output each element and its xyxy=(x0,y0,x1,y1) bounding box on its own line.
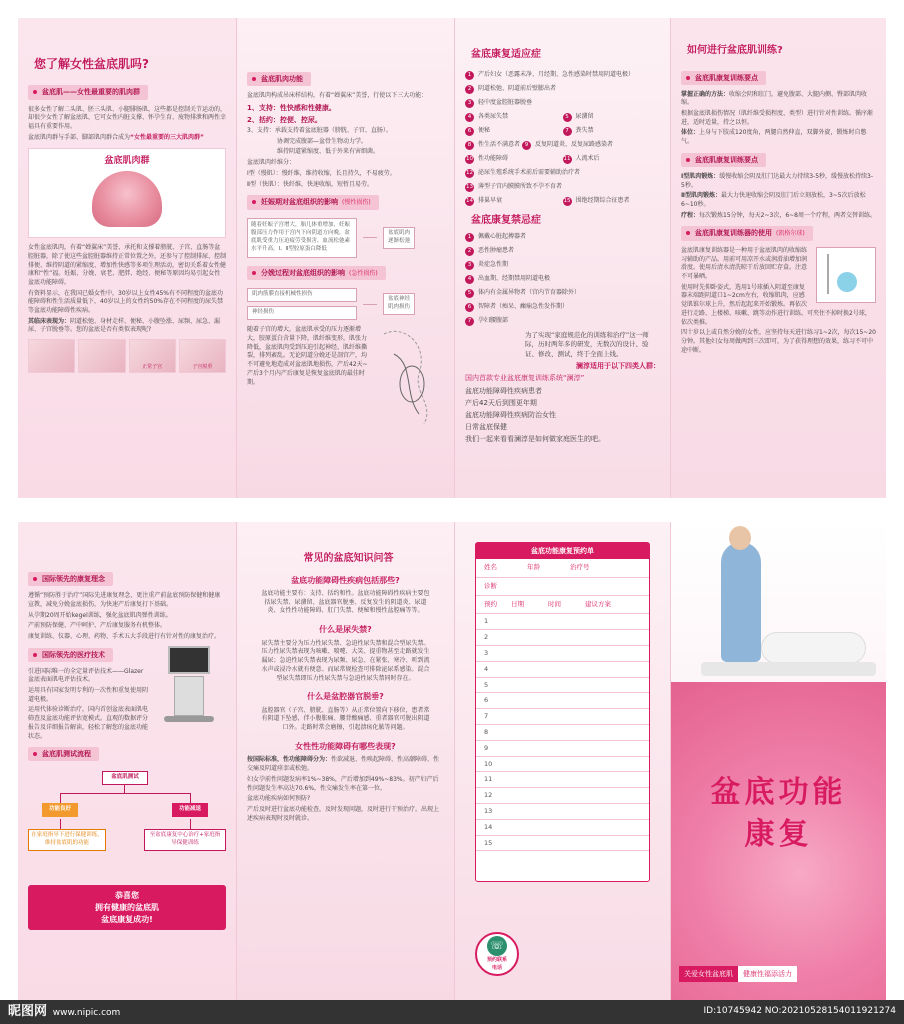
cover-slogan: 关爱女性盆底肌 健康性福添活力 xyxy=(679,966,878,982)
pelvic-muscle-image xyxy=(28,148,226,238)
panel-pelvic-muscle-intro xyxy=(18,18,236,498)
suit-title: 澜淳适用于以下四类人群： xyxy=(576,362,660,371)
summary-text: 为了实现“家庭规范化的训练和治疗”这一师际，历时两年多的研发，无数次的设计、验证、修改、测试，终于全面上线。 xyxy=(525,331,649,358)
form-row[interactable]: 13 xyxy=(476,804,649,820)
form-row[interactable]: 15 xyxy=(476,836,649,852)
indication-item: 1 产后妇女（恶露未净、月经期、急性感染时禁用阴道电极） xyxy=(465,71,660,80)
func-3c: 维持阴道紧缩度、低于外来有害细菌。 xyxy=(277,148,380,156)
flow-weak-result: 至盆底康复中心治疗+家庭指导保健训练 xyxy=(144,829,226,851)
patient-figure-icon xyxy=(761,632,866,664)
col-appointment: 预约 xyxy=(484,599,497,608)
tech-c2: 运用具有国家发明专利的一次性和重复使用阴道电极。 xyxy=(28,687,149,703)
form-diagnosis-row xyxy=(476,578,649,596)
col-date: 日期 xyxy=(511,599,524,608)
form-row[interactable]: 14 xyxy=(476,820,649,836)
fiber-classify: 盆底肌肉纤维分： xyxy=(247,159,296,167)
concept-b1: 遵循“预防胜于治疗”国际先进康复理念，更注重产前盆底预防保健和健康宣教，减免分娩盆底损伤，为快速产后康复打下基础。 xyxy=(28,592,221,608)
panel1-tag: 盆底肌——女性最重要的肌肉群 xyxy=(28,85,148,99)
flow-test-box: 盆底肌测试 xyxy=(102,771,148,785)
indication-item: 6 便秘 7 粪失禁 xyxy=(465,127,660,136)
qa-q2: 什么是尿失禁? xyxy=(319,625,372,635)
training-title: 如何进行盆底肌训练? xyxy=(687,45,783,56)
training-tag1: 盆底肌康复训练要点 xyxy=(681,71,766,85)
phone-icon: ☏ xyxy=(487,936,507,956)
indication-item: 2 阴道松弛、阴道前后壁膨出者 xyxy=(465,85,660,94)
flow-tag: 盆底肌测试流程 xyxy=(28,747,99,761)
contraindications-title: 盆底康复禁忌症 xyxy=(471,214,541,226)
tech-tag: 国际领先的医疗技术 xyxy=(28,648,113,662)
form-row[interactable]: 2 xyxy=(476,630,649,646)
training-t2: Ⅱ型肌肉锻炼：最大力快速收缩会阴及肛门后立刻放松，3~5次后放松6~10秒。 xyxy=(681,192,866,208)
func-1: 1、支持：性快感和性健康。 xyxy=(247,103,336,112)
suit-intro: 国内首款专业盆底康复训练系统“澜淳” xyxy=(465,374,585,383)
pregnancy-result: 盆底肌肉 逐渐松弛 xyxy=(383,227,415,249)
qa-a2: 尿失禁主要分为压力性尿失禁、急迫性尿失禁和混合型尿失禁。压力性尿失禁表现为咳嗽、喷嚏、大笑、提重物甚至走路就发生漏尿；急迫性尿失禁表现为尿频、尿急、在紧张、寒冷、听到流水声或浸冷水就有便意。而尿常规检查可排除泌尿系感染。混合型尿失禁即压力性尿失禁与急迫性尿失禁同时存在。 xyxy=(261,639,430,682)
pregnancy-diagram xyxy=(247,218,444,258)
form-row[interactable]: 9 xyxy=(476,741,649,757)
tech-c3: 运用代体验诊断治疗，国内首创盆底表面肌电筛查及盆底功能评估宽模式。直观的数据评分报告及详细报告解读，轻松了解您的盆底功能状态。 xyxy=(28,706,149,740)
cover-title: 盆底功能 康复 xyxy=(710,775,847,852)
qa-a4d: 产后及时进行盆底功能检查，及时发现问题，及时进行干预治疗。出现上述疾病表现时及时就诊。 xyxy=(247,805,440,822)
delivery-box2: 神经损伤 xyxy=(247,306,357,320)
uterus-sketch-icon xyxy=(374,324,444,434)
field-age[interactable]: 年龄 xyxy=(527,563,540,572)
panel-cover xyxy=(670,522,886,1000)
usage-text2: 四十岁以上或自然分娩的女性，应坚持每天进行练习1~2次，每次15~20分钟。其他妇女每周做两到三次即可，为了获得理想的效果，练习不可中途中断。 xyxy=(681,329,876,354)
contra-item: 5 体内有金属异物者（宫内节育器除外） xyxy=(465,289,660,298)
site-domain: www.nipic.com xyxy=(52,1007,121,1018)
panel1-body3: 其临床表现为：阴道松弛、身材走样、便秘、小腹坠涨、尿频、尿急、漏尿、子宫脱垂等。您的盆底是否有类似表现呢? xyxy=(28,317,221,334)
photo-normal-uterus: 正常子宫 xyxy=(129,339,176,373)
training-t3: 疗程：每次锻炼15分钟，每天2~3次，6~8周一个疗程，两者交替训练。 xyxy=(681,211,876,219)
symptom-photos xyxy=(28,339,226,373)
form-row[interactable]: 12 xyxy=(476,788,649,804)
delivery-diagram xyxy=(247,288,444,320)
pregnancy-box: 随着妊娠子宫增大，胎儿体重增加，妊娠腹部压力作用于宫内下向阴道方向晚，盆底肌受重力压迫疲劳受损害，血流松弛素水平升高，Ⅰ、Ⅱ型胶原蛋白降低 xyxy=(247,218,357,258)
panel-indications xyxy=(454,18,670,498)
form-row[interactable]: 1 xyxy=(476,614,649,630)
emg-device-icon xyxy=(154,646,226,724)
qa-q1: 盆底功能障碍性疾病包括那些? xyxy=(291,575,400,585)
form-row[interactable]: 6 xyxy=(476,693,649,709)
photo-2 xyxy=(78,339,125,373)
flow-weak-box: 功能减退 xyxy=(172,803,208,817)
training-tag3: 盆底肌康复训练器的使用 (凯格尔球) xyxy=(681,226,813,241)
brochure-inside xyxy=(18,522,886,1000)
panel1-body2: 有资料显示，在我国已婚女性中，30岁以上女性45%有不同程度的盆底功能障碍和性生活质量低下，40岁以上的女性约50%存在不同程度的尿失禁等盆底功能障碍性疾病。 xyxy=(28,289,223,315)
field-name[interactable]: 姓名 xyxy=(484,563,497,572)
concept-b4: 康复训练、仪器、心理、药物、手术五大手段进行有针对性的康复治疗。 xyxy=(28,632,221,640)
panel1-intro-highlight: “女性最重要的三大肌肉群” xyxy=(130,133,204,141)
qa-a4c: 盆底功能疾病如何预防? xyxy=(247,795,311,803)
form-columns-row xyxy=(476,596,649,614)
form-title: 盆底功能康复预约单 xyxy=(476,543,649,559)
func-3: 3、支持：承载支持着盆底脏器（膀胱、子宫、直肠）。 xyxy=(247,127,392,135)
panel-qa xyxy=(236,522,454,1000)
kegel-ball-icon xyxy=(816,247,876,303)
contra-item: 7 孕妇腰腹部 xyxy=(465,317,660,326)
pelvis-illustration-icon xyxy=(92,171,162,227)
contraindications-list xyxy=(465,233,660,326)
congrats-banner: 恭喜您 拥有健康的盆底肌 盆底康复成功! xyxy=(28,885,226,930)
qa-title: 常见的盆底知识问答 xyxy=(303,553,394,564)
panel1-body1: 女性盆底肌肉，有着“婵翼床”美誉，承托和支撑着膀胱、子宫、直肠等盆腔脏器，除了使这些盆腔脏器维持正常位置之外，还参与了控制排尿、控制排便、维持阴道的紧缩度、增加性快感等多项生理活动，密切关系着女性健康和“性”福。妊娠、分娩、衰老、肥胖、绝经、便秘等原因均易引起女性盆底功能障碍。 xyxy=(28,244,227,287)
qa-a3: 盆腔器官（子宫、膀胱、直肠等）从正常位置向下移位，患者常有阴道下坠感，伴小腹胀痛、腰背酸痛感、重者器官可脱出阴道口外。走路时常会磨擦，引起溃疡化脓等问题。 xyxy=(261,706,430,732)
col-plan: 建议方案 xyxy=(585,599,611,608)
qa-a4b: 妇女孕前性问题发病率1%~38%，产后增加到49%~83%。初产妇产后性问题发生率高达70.6%，性交痛发生率在第一位。 xyxy=(247,775,439,792)
form-row[interactable]: 5 xyxy=(476,678,649,694)
delivery-result: 盆底神经 肌肉损伤 xyxy=(383,293,415,315)
fiber-type2: Ⅱ型（快肌）：快纤维，快速收缩，短暂且易劳。 xyxy=(247,180,373,188)
contra-item: 1 佩戴心脏起搏器者 xyxy=(465,233,660,242)
brochure-outside xyxy=(18,18,886,498)
contra-item: 6 智障者（痴呆、癫痫急性发作期） xyxy=(465,303,660,312)
indication-item: 13 薄型子宫内膜膜所致不孕不育者 xyxy=(466,182,563,190)
training-tag2: 盆底肌康复训练要点 xyxy=(681,153,766,167)
appointment-form xyxy=(475,542,650,882)
qa-a4: 按国际标准，性功能障碍分为：性欲减退、性唤起障碍、性高潮障碍、性交痛及阴道痉挛或松弛。 xyxy=(247,756,440,773)
device-text: 盆底肌康复训练器是一种用于盆底肌肉的收缩练习辅助的产品。用前可用凉开水或润滑油增加润滑度。使用后清水清洗晾干后放回贮存盒。注意不可暴晒。 xyxy=(681,247,808,281)
cover-photo xyxy=(671,522,886,692)
qa-a1: 盆底功能主要有：支持、括约和性。盆底功能障碍性疾病主要包括尿失禁、尿潴留、盆底器官脱垂、反复发生的阴道炎、尿道炎、女性性功能障碍、肛门失禁、便秘和慢性盆腔痛等等。 xyxy=(261,590,430,615)
photo-prolapse: 子宫脱垂 xyxy=(179,339,226,373)
panel-appointment xyxy=(454,522,670,1000)
therapist-head-icon xyxy=(729,526,751,550)
training-p3: 体位：上身与下肢成120度角，两腿自然伸直，双脚外旋，锻炼时自憋气。 xyxy=(681,129,867,146)
test-flowchart xyxy=(28,771,226,881)
func-intro: 盆底肌肉构成吊床样结构，有着“婵翼床”美誉，行使以下三大功能： xyxy=(247,92,428,100)
field-diagnosis[interactable]: 诊断 xyxy=(484,581,497,590)
panel2-tag-pregnancy: 妊娠期对盆底组织的影响 (慢性损伤) xyxy=(247,195,379,210)
func-2: 2、括约：控便、控尿。 xyxy=(247,115,322,124)
tech-c1: 引进国际唯一的全定量评估技术——Glazer盆底表面肌电评估技术。 xyxy=(28,667,144,684)
indications-title: 盆底康复适应症 xyxy=(471,49,541,60)
suit-4: 日常盆底保健 xyxy=(465,422,507,431)
qa-q3: 什么是盆腔器官脱垂? xyxy=(307,692,384,702)
concept-b3: 产前预防保健、产中呵护、产后康复服务有机整体。 xyxy=(28,622,167,630)
panel2-tag-function: 盆底肌肉功能 xyxy=(247,72,311,86)
panel-training xyxy=(670,18,886,498)
delivery-text: 随着子宫的增大，盆底肌承受的压力逐渐增大，胶原蛋白含量下降，肌纤维变形，肌张力降低，盆底肌肉受到压迫引起神经、肌纤维撕裂，排列紊乱。无论阴道分娩还是剖宫产，均不可避免地造成对盆底肌地损伤，产后42天~产后3个月内产后康复是恢复盆底肌的最佳时期。 xyxy=(247,326,368,386)
watermark-footer xyxy=(0,1000,904,1024)
form-row[interactable]: 7 xyxy=(476,709,649,725)
form-row[interactable]: 4 xyxy=(476,662,649,678)
indication-item: 14 排巢早衰 15 围绝经期综合征患者 xyxy=(466,196,630,204)
image-id: ID:10745942 NO:20210528154011921274 xyxy=(703,1006,896,1017)
closing-text: 我们一起来看看澜淳是如何做家庭医生的吧。 xyxy=(465,435,605,444)
panel2-tag-delivery: 分娩过程对盆底组织的影响 (急性损伤) xyxy=(247,266,386,281)
panel1-title: 您了解女性盆底肌吗? xyxy=(34,57,149,71)
qa-q4: 女性性功能障碍有哪些表现? xyxy=(295,741,396,751)
contra-item: 3 炎症急性期 xyxy=(465,261,660,270)
panel1-intro2: 盆底肌肉群与手部、脚部肌肉群合成为“女性最重要的三大肌肉群” xyxy=(28,133,204,141)
func-3b: 协调完成腹部—盆骨生物动力学。 xyxy=(277,137,368,145)
bed-icon xyxy=(701,662,876,676)
pelvic-image-caption: 盆底肌肉群 xyxy=(104,156,150,167)
flow-good-result: 在家庭指导下进行保健训练，维持盆底肌的功能 xyxy=(28,829,106,851)
indication-item: 8 性生活不满意者 9 反复阴道炎、反复尿路感染者 xyxy=(465,141,660,150)
form-row[interactable]: 10 xyxy=(476,757,649,773)
contra-item: 4 出血期、经期禁用阴道电极 xyxy=(465,275,660,284)
photo-1 xyxy=(28,339,75,373)
indication-item: 10 性功能障碍 11 人流术后 xyxy=(466,154,600,162)
training-t1: Ⅰ型肌肉锻炼：缓慢收缩会阴及肛门达最大力持续3-5秒，缓慢放松持续3-5秒。 xyxy=(681,172,874,189)
panel-concepts xyxy=(18,522,236,1000)
form-header-row xyxy=(476,559,649,577)
contra-item: 2 恶性肿瘤患者 xyxy=(465,247,660,256)
suit-3: 盆底功能障碍性疾病防治女性 xyxy=(465,410,556,419)
form-row[interactable]: 8 xyxy=(476,725,649,741)
usage-text: 使用时先仰卧姿式，选用1号球插入阴道至康复器末端距阴道口1~2cm左右，收缩肌肉，应感觉肌锥尔球上升，然后起起来开始锻炼。再依次进行走路、上楼梯、咳嗽、跳等动作进行训练。可夹住不掉时换2号球，依次类推。 xyxy=(681,283,871,326)
training-p2: 根据盆底肌损伤情况（肌纤维受损程度、类型）进行针对性训练。循序渐进，适时适量，持之以恒。 xyxy=(681,110,874,126)
form-row[interactable]: 3 xyxy=(476,646,649,662)
site-logo: 昵图网 xyxy=(8,1003,48,1019)
concept-tag: 国际领先的康复理念 xyxy=(28,572,113,586)
form-row[interactable]: 11 xyxy=(476,772,649,788)
indication-item: 4 各类尿失禁 5 尿潴留 xyxy=(465,113,660,122)
suit-2: 产后42天后到围更年期 xyxy=(465,398,537,407)
contact-badge: ☏ 预约联系 电话 xyxy=(475,932,519,976)
concept-b2: 从孕期20周开始kegel训练，强化盆底肌肉弹性训练。 xyxy=(28,611,172,619)
panel1-intro1: 很多女性了解二头肌、胚三头肌、小腿腓肠肌，这些都是控制关节运动的，却很少女性了解盆底肌，它可女性内脏支撑、怀孕生育、废物排泄和两性幸福具有重要作用。 xyxy=(28,105,227,130)
panel-muscle-function xyxy=(236,18,454,498)
suit-1: 盆底功能障碍性疾病患者 xyxy=(465,386,542,395)
col-time: 时间 xyxy=(548,599,561,608)
therapist-figure-icon xyxy=(721,542,761,662)
flow-good-box: 功能良好 xyxy=(42,803,78,817)
delivery-box1: 肌肉筋膜直接机械性损伤 xyxy=(247,288,357,302)
indication-item: 12 泌尿生殖系统手术前后需要辅助治疗者 xyxy=(466,168,581,176)
fiber-type1: Ⅰ型（慢肌）：慢纤维，维持收缩，长且持久，不易疲劳。 xyxy=(247,169,396,177)
indication-item: 3 轻中度盆腔脏器脱垂 xyxy=(465,99,660,108)
field-treatment-no[interactable]: 治疗号 xyxy=(570,563,590,572)
indications-list xyxy=(465,71,660,206)
training-p1: 掌握正确的方法：收缩会阴和肛门，避免腹部、大腿内侧、臀部肌肉收缩。 xyxy=(681,90,868,107)
